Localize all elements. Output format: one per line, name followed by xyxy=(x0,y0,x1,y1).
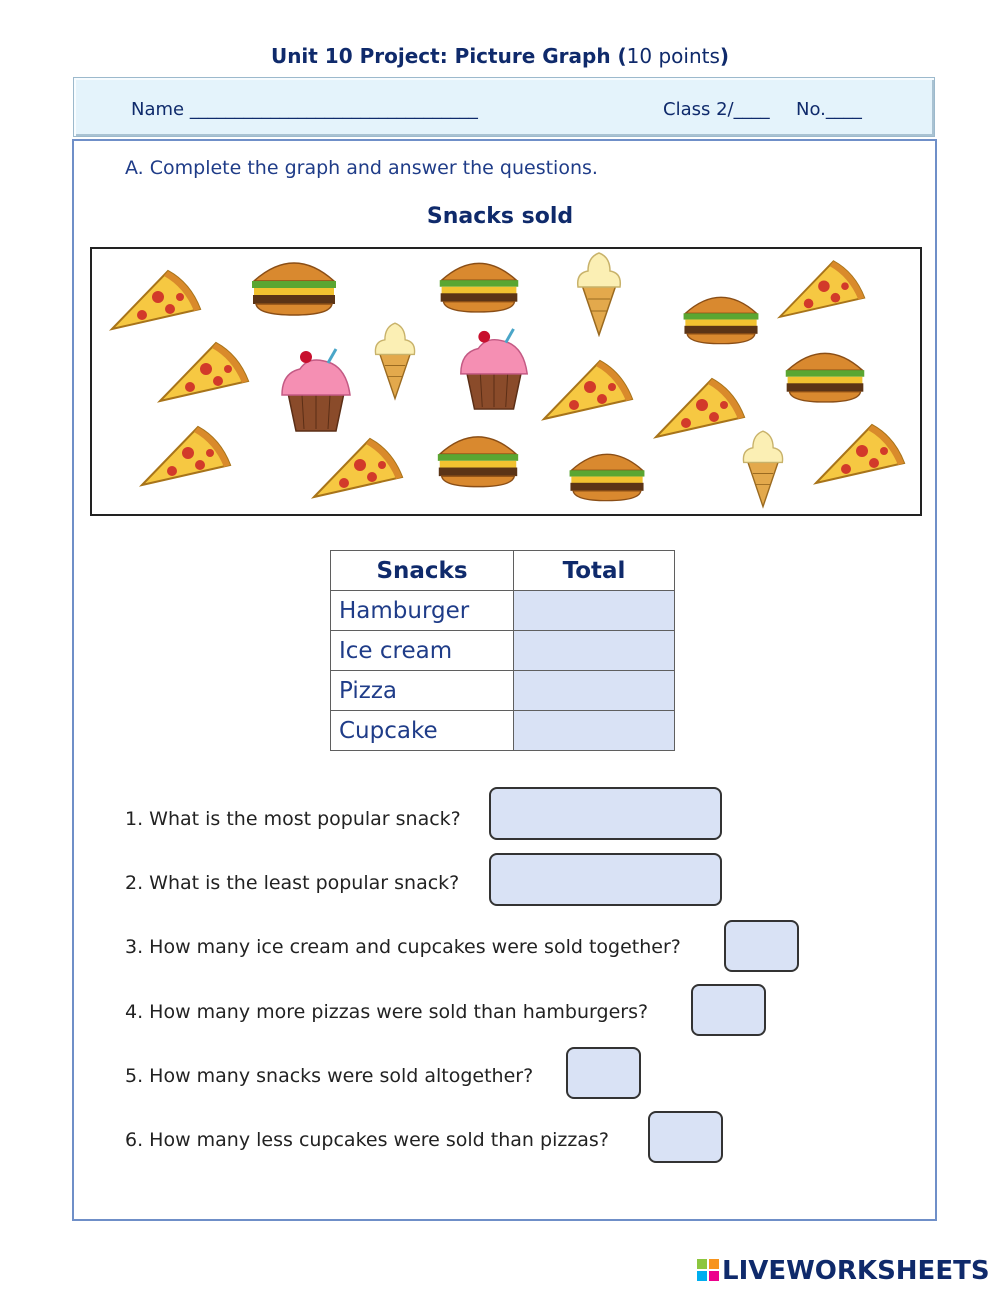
pizza-icon xyxy=(156,339,252,409)
student-info-bar xyxy=(73,77,935,137)
pizza-icon xyxy=(812,421,908,491)
total-input-hamburger[interactable] xyxy=(514,591,675,631)
answer-input-3[interactable] xyxy=(724,920,799,972)
number-field-label: No.____ xyxy=(796,99,862,120)
brand-wordmark: LIVEWORKSHEETS xyxy=(722,1256,990,1286)
liveworksheets-logo-icon xyxy=(697,1259,719,1281)
burger-icon xyxy=(436,251,522,315)
total-input-ice-cream[interactable] xyxy=(514,631,675,671)
burger-icon xyxy=(680,285,762,347)
table-header-row xyxy=(331,551,675,591)
total-input-cupcake[interactable] xyxy=(514,711,675,751)
pizza-icon xyxy=(138,423,234,493)
row-label-hamburger: Hamburger xyxy=(331,591,514,631)
row-label-pizza: Pizza xyxy=(331,671,514,711)
worksheet-title: Unit 10 Project: Picture Graph (10 points) xyxy=(270,44,730,68)
table-row xyxy=(331,591,675,631)
row-label-ice-cream: Ice cream xyxy=(331,631,514,671)
column-header-total: Total xyxy=(514,551,675,591)
pizza-icon xyxy=(776,257,868,325)
question-4: 4. How many more pizzas were sold than hamburgers? xyxy=(125,1001,649,1023)
row-label-cupcake: Cupcake xyxy=(331,711,514,751)
answer-input-6[interactable] xyxy=(648,1111,723,1163)
graph-title: Snacks sold xyxy=(426,204,574,229)
pizza-icon xyxy=(310,435,406,505)
question-3: 3. How many ice cream and cupcakes were sold together? xyxy=(125,936,681,958)
table-row xyxy=(331,671,675,711)
icecream-icon xyxy=(574,249,624,337)
answer-input-4[interactable] xyxy=(691,984,766,1036)
pizza-icon xyxy=(652,375,748,445)
pizza-icon xyxy=(540,357,636,427)
total-input-pizza[interactable] xyxy=(514,671,675,711)
instruction-text: A. Complete the graph and answer the questions. xyxy=(125,157,598,179)
question-6: 6. How many less cupcakes were sold than pizzas? xyxy=(125,1129,609,1151)
burger-icon xyxy=(434,425,522,489)
class-field-label: Class 2/____ xyxy=(663,99,770,120)
answer-input-1[interactable] xyxy=(489,787,722,840)
snack-picture-box xyxy=(90,247,922,516)
icecream-icon xyxy=(372,315,418,405)
column-header-snacks: Snacks xyxy=(331,551,514,591)
snack-totals-table xyxy=(330,550,675,751)
name-field-label: Name ________________________________ xyxy=(131,99,478,120)
answer-input-2[interactable] xyxy=(489,853,722,906)
burger-icon xyxy=(782,341,868,405)
burger-icon xyxy=(248,251,340,317)
question-5: 5. How many snacks were sold altogether? xyxy=(125,1065,534,1087)
cupcake-icon xyxy=(278,347,354,433)
answer-input-5[interactable] xyxy=(566,1047,641,1099)
table-row xyxy=(331,711,675,751)
pizza-icon xyxy=(108,267,204,337)
burger-icon xyxy=(566,443,648,503)
table-row xyxy=(331,631,675,671)
cupcake-icon xyxy=(456,327,532,411)
question-1: 1. What is the most popular snack? xyxy=(125,808,461,830)
icecream-icon xyxy=(740,423,786,513)
question-2: 2. What is the least popular snack? xyxy=(125,872,460,894)
